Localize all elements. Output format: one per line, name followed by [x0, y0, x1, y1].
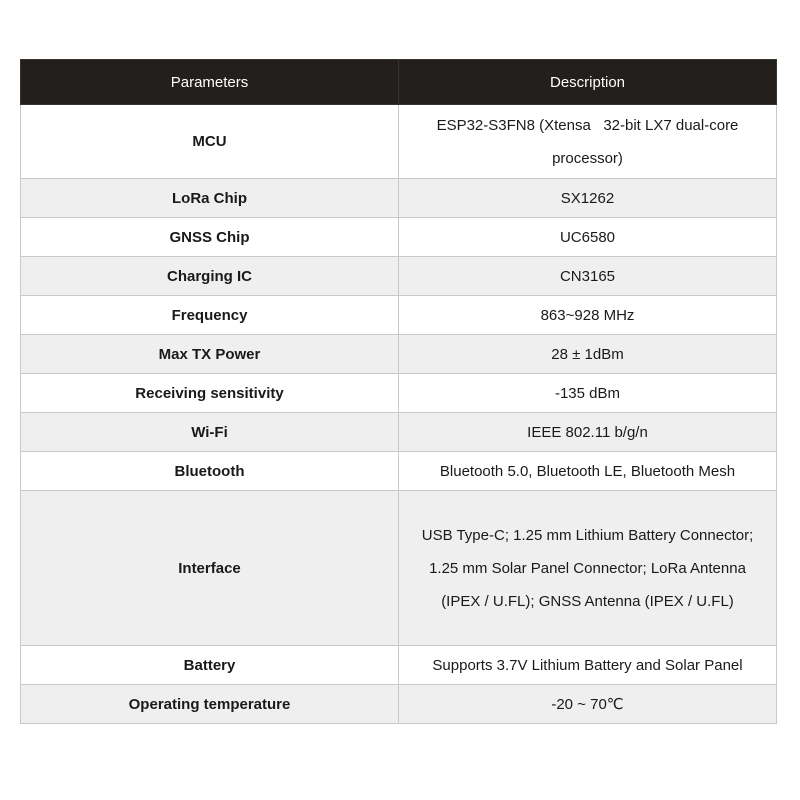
table-row — [21, 452, 777, 491]
table-row — [21, 374, 777, 413]
header-parameters: Parameters — [21, 60, 399, 105]
description-cell: 28 ± 1dBm — [399, 335, 777, 374]
parameter-cell: Receiving sensitivity — [21, 374, 399, 413]
table-row — [21, 218, 777, 257]
description-cell: USB Type-C; 1.25 mm Lithium Battery Connector; 1.25 mm Solar Panel Connector; LoRa Antenna (IPEX / U.FL); GNSS Antenna (IPEX / U.FL) — [399, 491, 777, 646]
table-row — [21, 685, 777, 724]
table-row — [21, 646, 777, 685]
parameter-cell: Interface — [21, 491, 399, 646]
description-cell: -135 dBm — [399, 374, 777, 413]
parameter-cell: Battery — [21, 646, 399, 685]
description-cell: Supports 3.7V Lithium Battery and Solar Panel — [399, 646, 777, 685]
header-description: Description — [399, 60, 777, 105]
table-row — [21, 105, 777, 179]
parameter-cell: Operating temperature — [21, 685, 399, 724]
description-cell: ESP32-S3FN8 (Xtensa 32-bit LX7 dual-core processor) — [399, 105, 777, 179]
description-cell: IEEE 802.11 b/g/n — [399, 413, 777, 452]
description-cell: -20 ~ 70℃ — [399, 685, 777, 724]
description-cell: 863~928 MHz — [399, 296, 777, 335]
table-row — [21, 335, 777, 374]
table-row — [21, 179, 777, 218]
spec-table — [20, 59, 777, 724]
parameter-cell: LoRa Chip — [21, 179, 399, 218]
table-row — [21, 491, 777, 646]
description-cell: CN3165 — [399, 257, 777, 296]
parameter-cell: MCU — [21, 105, 399, 179]
parameter-cell: Bluetooth — [21, 452, 399, 491]
parameter-cell: Charging IC — [21, 257, 399, 296]
table-row — [21, 296, 777, 335]
table-row — [21, 413, 777, 452]
description-cell: SX1262 — [399, 179, 777, 218]
parameter-cell: GNSS Chip — [21, 218, 399, 257]
parameter-cell: Wi-Fi — [21, 413, 399, 452]
description-cell: Bluetooth 5.0, Bluetooth LE, Bluetooth Mesh — [399, 452, 777, 491]
table-row — [21, 257, 777, 296]
table-header-row — [21, 60, 777, 105]
parameter-cell: Max TX Power — [21, 335, 399, 374]
parameter-cell: Frequency — [21, 296, 399, 335]
description-cell: UC6580 — [399, 218, 777, 257]
